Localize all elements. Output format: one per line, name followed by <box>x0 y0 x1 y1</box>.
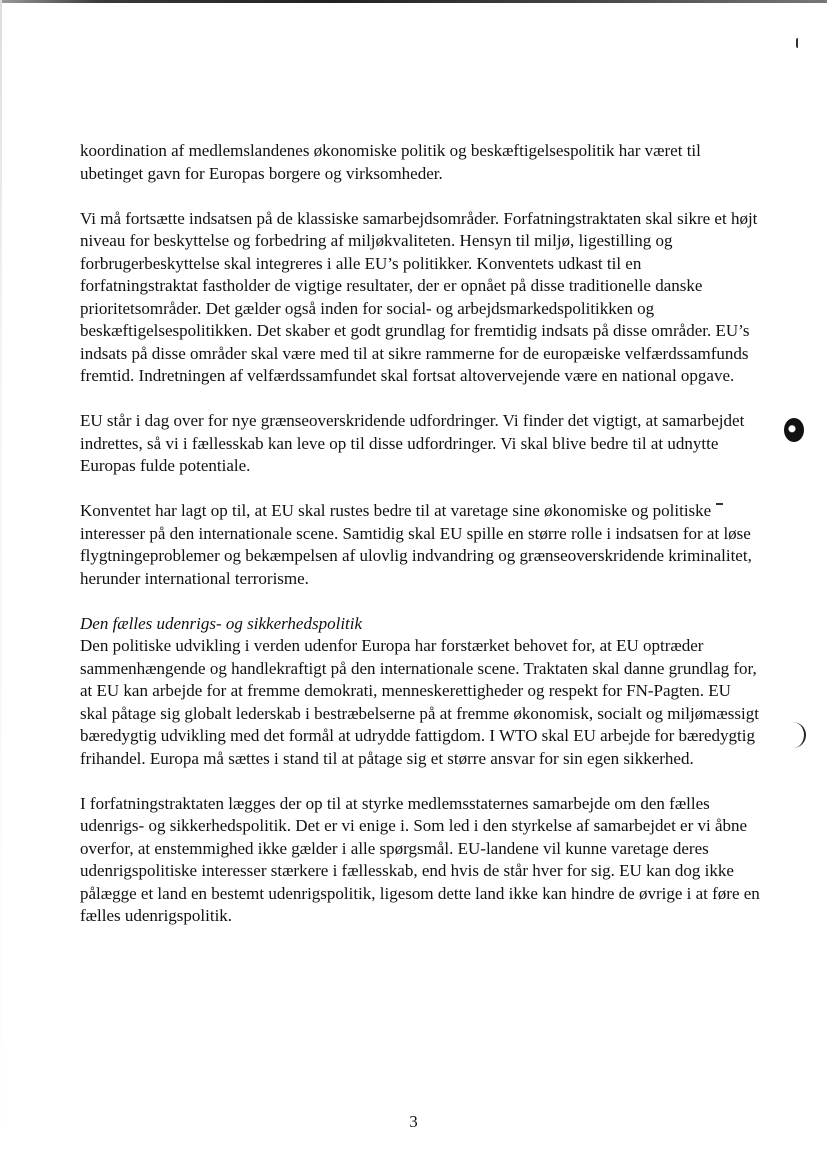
scan-top-edge <box>0 0 827 3</box>
scan-left-edge <box>0 0 2 1163</box>
binder-hole-mark-middle <box>784 418 804 442</box>
paragraph-1: koordination af medlemslandenes økonomiske politik og beskæftigelsespolitik har været til ubetinget gavn for Europas borgere og virksomheder. <box>80 141 701 183</box>
section-paragraph-2: I forfatningstraktaten lægges der op til at styrke medlemsstaternes samarbejde om den fælles udenrigs- og sikkerhedspolitik. Det er vi enige i. Som led i den styrkelse af samarbejdet er vi åbne overfor, at enstemmighed ikke gælder i alle spørgsmål. EU-landene vil kunne varetage deres udenrigspolitiske interesser stærkere i fællesskab, end hvis de står hver for sig. EU kan dog ikke pålægge et land en bestemt udenrigspolitik, ligesom dette land ikke kan hindre de øvrige i at føre en fælles udenrigspolitik. <box>80 793 760 925</box>
binder-hole-mark-top <box>796 38 804 48</box>
section-heading: Den fælles udenrigs- og sikkerhedspolitik <box>80 613 363 633</box>
page-number: 3 <box>409 1112 418 1131</box>
binder-hole-mark-lower <box>792 722 806 748</box>
document-body <box>80 140 760 950</box>
paragraph-4: Konventet har lagt op til, at EU skal rustes bedre til at varetage sine økonomiske og politiske interesser på den internationale scene. Samtidig skal EU spille en større rolle i indsatsen for at løse flygtningeproblemer og bekæmpelsen af ulovlig indvandring og grænseoverskridende kriminalitet, herunder international terrorisme. <box>80 501 752 588</box>
paragraph-2: Vi må fortsætte indsatsen på de klassiske samarbejdsområder. Forfatningstraktaten skal sikre et højt niveau for beskyttelse og forbedring af miljøkvaliteten. Hensyn til miljø, ligestilling og forbrugerbeskyttelse skal integreres i alle EU’s politikker. Konventets udkast til en forfatningstraktat fastholder de vigtige resultater, der er opnået på disse traditionelle danske prioritetsområder. Det gælder også inden for social- og arbejdsmarkedspolitikken og beskæftigelsespolitikken. Det skaber et godt grundlag for fremtidig indsats på disse områder. EU’s indsats på disse områder skal være med til at sikre rammerne for de europæiske velfærdssamfunds fremtid. Indretningen af velfærdssamfundet skal fortsat altovervejende være en national opgave. <box>80 208 758 385</box>
paragraph-3: EU står i dag over for nye grænseoverskridende udfordringer. Vi finder det vigtigt, at samarbejdet indrettes, så vi i fællesskab kan leve op til disse udfordringer. Vi skal blive bedre til at udnytte Europas fulde potentiale. <box>80 411 745 475</box>
section-paragraph-1: Den politiske udvikling i verden udenfor Europa har forstærket behovet for, at EU optræder sammenhængende og handlekraftigt på den internationale scene. Traktaten skal danne grundlag for, at EU kan arbejde for at fremme demokrati, menneskerettigheder og respekt for FN-Pagten. EU skal påtage sig globalt lederskab i bestræbelserne på at fremme økonomisk, socialt og miljømæssigt bæredygtig udvikling med det formål at udrydde fattigdom. I WTO skal EU arbejde for bæredygtig frihandel. Europa må sættes i stand til at påtage sig et større ansvar for sin egen sikkerhed. <box>80 636 759 768</box>
